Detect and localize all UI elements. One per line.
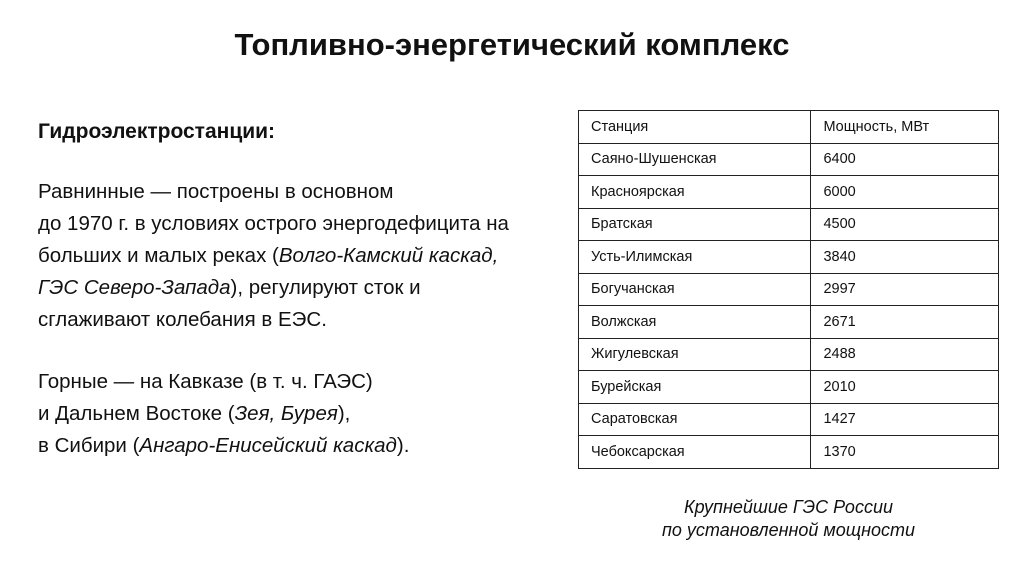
column-header-capacity: Мощность, МВт bbox=[811, 111, 999, 144]
caption-line: по установленной мощности bbox=[661, 520, 916, 540]
paragraph-line: Равнинные — построены в основном bbox=[38, 180, 394, 203]
italic-fragment: Зея, Бурея bbox=[234, 402, 338, 425]
paragraph-line bbox=[38, 398, 578, 430]
italic-fragment: Ангаро-Енисейский каскад bbox=[139, 434, 397, 457]
table-row bbox=[579, 273, 999, 306]
capacity-cell: 4500 bbox=[811, 208, 999, 241]
section-subtitle: Гидроэлектростанции: bbox=[38, 120, 276, 143]
table-row bbox=[579, 371, 999, 404]
paragraph-line bbox=[38, 430, 578, 462]
station-cell: Братская bbox=[579, 208, 811, 241]
capacity-cell: 3840 bbox=[811, 241, 999, 274]
paragraph-line bbox=[38, 272, 578, 304]
capacity-cell: 2488 bbox=[811, 338, 999, 371]
table-caption bbox=[578, 496, 999, 542]
paragraph-line bbox=[38, 240, 578, 272]
table-row bbox=[579, 338, 999, 371]
station-cell: Красноярская bbox=[579, 176, 811, 209]
paragraph-line: Горные — на Кавказе (в т. ч. ГАЭС) bbox=[38, 370, 373, 393]
capacity-cell: 2997 bbox=[811, 273, 999, 306]
text-fragment: больших и малых реках ( bbox=[38, 244, 279, 267]
capacity-cell: 1427 bbox=[811, 403, 999, 436]
capacity-cell: 6400 bbox=[811, 143, 999, 176]
mountain-hes-paragraph bbox=[38, 366, 578, 462]
page-title: Топливно-энергетический комплекс bbox=[234, 27, 790, 62]
table-header-row bbox=[579, 111, 999, 144]
text-fragment: ), bbox=[337, 402, 351, 425]
paragraph-line: сглаживают колебания в ЕЭС. bbox=[38, 308, 327, 331]
caption-line: Крупнейшие ГЭС России bbox=[684, 497, 893, 517]
column-header-station: Станция bbox=[579, 111, 811, 144]
table-row bbox=[579, 436, 999, 469]
table-row bbox=[579, 403, 999, 436]
capacity-cell: 2010 bbox=[811, 371, 999, 404]
capacity-cell: 6000 bbox=[811, 176, 999, 209]
text-fragment: в Сибири ( bbox=[38, 434, 140, 457]
table-row bbox=[579, 143, 999, 176]
station-cell: Усть-Илимская bbox=[579, 241, 811, 274]
station-cell: Волжская bbox=[579, 306, 811, 339]
hes-table bbox=[578, 110, 999, 469]
text-fragment: и Дальнем Востоке ( bbox=[38, 402, 235, 425]
station-cell: Богучанская bbox=[579, 273, 811, 306]
table-row bbox=[579, 208, 999, 241]
station-cell: Бурейская bbox=[579, 371, 811, 404]
capacity-cell: 1370 bbox=[811, 436, 999, 469]
station-cell: Саяно-Шушенская bbox=[579, 143, 811, 176]
table-row bbox=[579, 241, 999, 274]
capacity-cell: 2671 bbox=[811, 306, 999, 339]
table-row bbox=[579, 176, 999, 209]
station-cell: Чебоксарская bbox=[579, 436, 811, 469]
italic-fragment: ГЭС Северо-Запада bbox=[38, 276, 231, 299]
station-cell: Жигулевская bbox=[579, 338, 811, 371]
text-fragment: ). bbox=[396, 434, 410, 457]
station-cell: Саратовская bbox=[579, 403, 811, 436]
italic-fragment: Волго-Камский каскад, bbox=[278, 244, 499, 267]
plain-hes-paragraph bbox=[38, 176, 578, 336]
paragraph-line: до 1970 г. в условиях острого энергодефицита на bbox=[38, 212, 509, 235]
table-row bbox=[579, 306, 999, 339]
text-fragment: ), регулируют сток и bbox=[230, 276, 421, 299]
